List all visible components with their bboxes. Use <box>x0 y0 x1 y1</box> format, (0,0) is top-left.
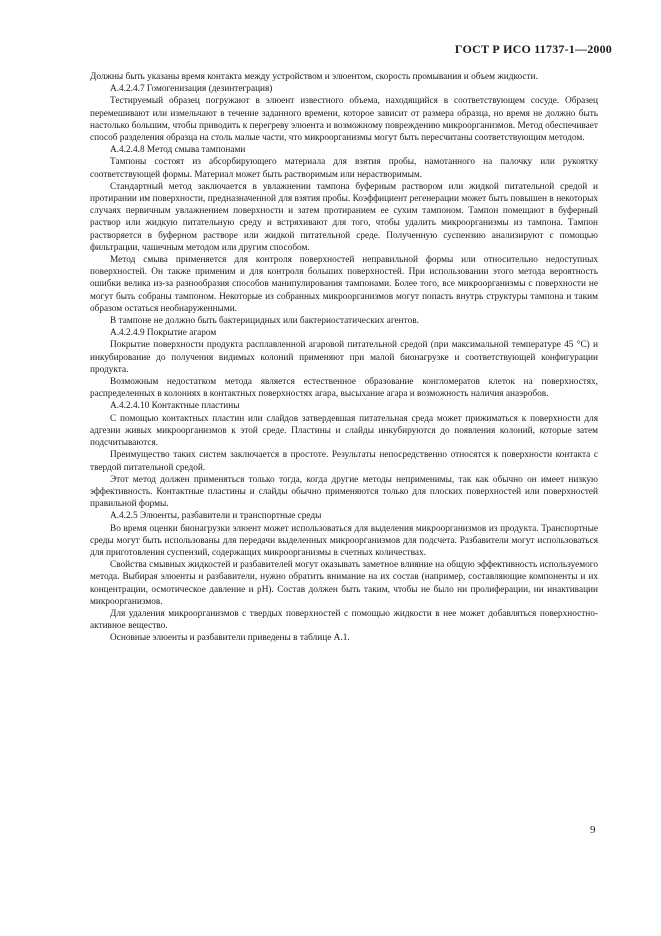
paragraph: Свойства смывных жидкостей и разбавителей могут оказывать заметное влияние на общую эффективность используемого метода. Выбирая элюенты и разбавители, нужно обратить внимание на их состав (например, составляющие компоненты и их концентрации, осмотическое давление и pH). Состав должен быть таким, чтобы не было ни пролиферации, ни инактивации микроорганизмов. <box>90 560 598 607</box>
document-header: ГОСТ Р ИСО 11737-1—2000 <box>454 42 612 56</box>
paragraph: В тампоне не должно быть бактерицидных или бактериостатических агентов. <box>110 316 419 327</box>
page-number: 9 <box>590 824 596 836</box>
paragraph: Во время оценки бионагрузки элюент может использоваться для выделения микроорганизмов из продукта. Транспортные среды могут быть использованы для передачи выделенных микроорганизмов для подсчета. Разбавители могут использоваться для приготовления суспензий, содержащих микроорганизмы в счетных количествах. <box>90 523 598 558</box>
paragraph: Возможным недостатком метода является естественное образование конгломератов клеток на поверхностях, распределенных в колониях в контактных поверхностях агара, высыхание агара и возможность наличия анаэробов. <box>90 377 598 400</box>
paragraph: Для удаления микроорганизмов с твердых поверхностей с помощью жидкости в нее может добавляться поверхностно-активное вещество. <box>90 608 598 632</box>
paragraph: С помощью контактных пластин или слайдов затвердевшая питательная среда может прижиматься к поверхности для адгезии живых микроорганизмов к этой среде. Пластины и слайды инкубируются до появления колоний, которые затем подсчитываются. <box>90 413 598 449</box>
paragraph: Стандартный метод заключается в увлажнении тампона буферным раствором или жидкой питательной средой и протирании им поверхности, предназначенной для взятия пробы. Коэффициент регенерации может быть повышен в некоторых случаях первичным увлажнением поверхности и затем протиранием ее сухим тампоном. Тампон помещают в буферный раствор или жидкую питательную среду и встряхивают для того, чтобы удалить микроорганизмы из тампона. Тампон растворяется в буферном растворе или жидкой питательной среде. Полученную суспензию анализируют с помощью фильтрации, чашечным методом или другим способом. <box>90 181 598 253</box>
paragraph: Тестируемый образец погружают в элюент известного объема, находящийся в соответствующем сосуде. Образец перемешивают или измельчают в течение заданного времени, которое зависит от размера образца, но время не должно быть настолько большим, чтобы приводить к перегреву элюента и возможному повреждению микроорганизмов. Метод обеспечивает способ разделения образца на столь малые части, что микроорганизмы могут быть пересчитаны соответствующим методом. <box>90 96 598 144</box>
section-heading: А.4.2.4.9 Покрытие агаром <box>110 328 217 339</box>
paragraph: Основные элюенты и разбавители приведены в таблице А.1. <box>110 633 350 644</box>
document-body <box>90 71 598 645</box>
paragraph: Должны быть указаны время контакта между устройством и элюентом, скорость промывания и объем жидкости. <box>90 72 538 82</box>
paragraph: Этот метод должен применяться только тогда, когда другие методы неприменимы, так как обычно он имеет низкую эффективность. Контактные пластины и слайды обычно применяются только для плоских поверхностей или поверхностей правильной формы. <box>90 474 598 510</box>
paragraph: Преимущество таких систем заключается в простоте. Результаты непосредственно относятся к поверхности контакта с твердой питательной средой. <box>90 450 598 473</box>
section-heading: А.4.2.5 Элюенты, разбавители и транспортные среды <box>110 511 322 522</box>
paragraph: Тампоны состоят из абсорбирующего материала для взятия пробы, намотанного на палочку или рукоятку соответствующей формы. Материал может быть растворимым или нерастворимым. <box>90 157 598 180</box>
section-heading: А.4.2.4.10 Контактные пластины <box>110 401 240 412</box>
paragraph: Метод смыва применяется для контроля поверхностей неправильной формы или относительно недоступных поверхностей. Он также применим и для контроля больших поверхностей. При использовании этого метода вероятность ошибки велика из-за разнообразия способов манипулирования тампонами. Более того, все микроорганизмы с поверхности не могут быть собраны тампоном. Некоторые из собранных микроорганизмов могут попасть внутрь структуры тампона и таким образом остаться необнаруженными. <box>90 255 598 314</box>
section-heading: А.4.2.4.7 Гомогенизация (дезинтеграция) <box>110 84 273 95</box>
paragraph: Покрытие поверхности продукта расплавленной агаровой питательной средой (при максимальной температуре 45 °С) и инкубирование до получения видимых колоний применяют при малой бионагрузке и соответствующей конфигурации продукта. <box>90 340 598 375</box>
section-heading: А.4.2.4.8 Метод смыва тампонами <box>110 145 246 156</box>
